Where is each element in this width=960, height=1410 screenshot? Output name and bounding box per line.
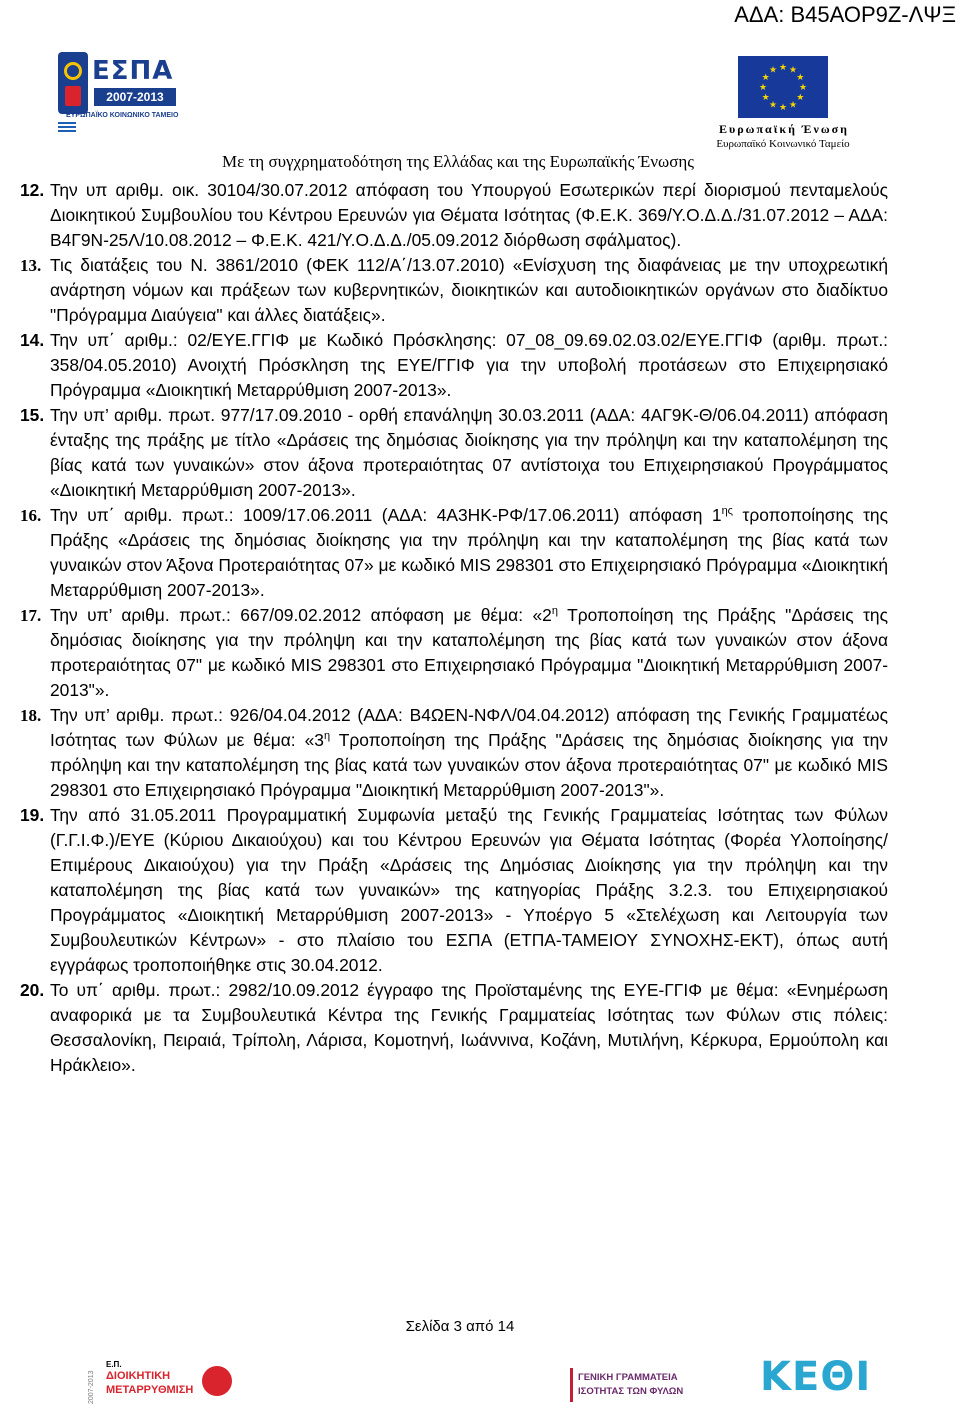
item-text: Την από 31.05.2011 Προγραμματική Συμφωνία μεταξύ της Γενικής Γραμματείας Ισότητας των Φύλων (Γ.Γ.Ι.Φ.)/ΕΥΕ (Κύριου Δικαιούχου) και του Κέντρου Ερευνών για Θέματα Ισότητας (Φορέα Υλοποίησης/Επιμέρους Δικαιούχου) για την Πράξη «Δράσεις της Δημόσιας Διοίκησης για την πρόληψη και την καταπολέμηση της βίας κατά των γυναικών» της κατηγορίας Πράξης 3.2.3. του Επιχειρησιακού Προγράμματος «Διοικητική Μεταρρύθμιση 2007-2013» - Υποέργο 5 «Στελέχωση και Λειτουργία των Συμβουλευτικών Κέντρων» - στο πλαίσιο του ΕΣΠΑ (ΕΤΠΑ-ΤΑΜΕΙΟΥ ΣΥΝΟΧΗΣ-ΕΚΤ), όπως αυτή εγγράφως τροποποιήθηκε στις 30.04.2012. (50, 805, 888, 975)
eu-star-icon: ★ (796, 92, 805, 102)
item-number: 17. (20, 606, 42, 625)
item-text: Την υπ’ αριθμ. πρωτ. 977/17.09.2010 - ορθή επανάληψη 30.03.2011 (ΑΔΑ: 4ΑΓ9Κ-Θ/06.04.2011) απόφαση ένταξης της πράξης με τίτλο «Δράσεις της δημόσιας διοίκησης για την πρόληψη και την καταπολέμηση της βίας κατά των γυναικών» στον άξονα προτεραιότητας 07 αντίστοιχα του Επιχειρησιακού Προγράμματος «Διοικητική Μεταρρύθμιση 2007-2013». (50, 405, 888, 500)
item-number: 20. (20, 980, 45, 1000)
eu-star-icon: ★ (761, 92, 770, 102)
eu-logo-title: Ευρωπαϊκή Ένωση (719, 122, 849, 136)
ep-logo-years: 2007-2013 (88, 1370, 95, 1404)
item-number: 12. (20, 180, 45, 200)
item-number: 16. (20, 506, 42, 525)
eu-star-icon: ★ (768, 64, 778, 75)
eu-star-icon: ★ (778, 102, 788, 112)
greek-flag-icon (58, 122, 76, 132)
item-text: Την υπ αριθμ. οικ. 30104/30.07.2012 απόφαση του Υπουργού Εσωτερικών περί διορισμού πενταμελούς Διοικητικού Συμβουλίου του Κέντρου Ερευνών για Θέματα Ισότητας (Φ.Ε.Κ. 369/Υ.Ο.Δ.Δ./31.07.2012 – ΑΔΑ: Β4Γ9Ν-25Λ/10.08.2012 – Φ.Ε.Κ. 421/Υ.Ο.Δ.Δ./05.09.2012 διόρθωση σφάλματος). (50, 180, 888, 250)
eu-star-icon: ★ (768, 99, 778, 110)
gg-logo (570, 1368, 715, 1404)
list-item (20, 978, 888, 1078)
item-text: Τις διατάξεις του Ν. 3861/2010 (ΦΕΚ 112/Α΄/13.07.2010) «Ενίσχυση της διαφάνειας με την υποχρεωτική ανάρτηση νόμων και πράξεων των κυβερνητικών, διοικητικών και αυτοδιοικητικών οργάνων στο διαδίκτυο "Πρόγραμμα Διαύγεια" και άλλες διατάξεις». (50, 255, 888, 325)
ep-logo-small: Ε.Π. (106, 1360, 122, 1369)
ep-logo-line1: ΔΙΟΙΚΗΤΙΚΗ (106, 1370, 171, 1382)
eu-star-icon: ★ (788, 64, 798, 75)
list-item (20, 328, 888, 403)
espa-logo (58, 52, 180, 132)
item-text: Την υπ’ αριθμ. πρωτ.: 667/09.02.2012 απόφαση με θέμα: «$2^\eta$ Τροποποίηση της Πράξης "Δράσεις της δημόσιας διοίκησης για την πρόληψη και την καταπολέμηση της βίας κατά των γυναικών στον άξονα προτεραιότητας 07" με κωδικό MIS 298301 στο Επιχειρησιακό Πρόγραμμα "Διοικητική Μεταρρύθμιση 2007-2013"». (50, 605, 888, 700)
eu-star-icon: ★ (778, 62, 788, 72)
gg-logo-line2: ΙΣΟΤΗΤΑΣ ΤΩΝ ΦΥΛΩΝ (578, 1386, 684, 1397)
list-item (20, 253, 888, 328)
cofunding-note: Με τη συγχρηματοδότηση της Ελλάδας και της Ευρωπαϊκής Ένωσης (221, 152, 695, 171)
superscript: η (323, 730, 331, 743)
superscript: ης (721, 505, 733, 518)
espa-logo-fund: ΕΥΡΩΠΑΪΚΟ ΚΟΙΝΩΝΙΚΟ ΤΑΜΕΙΟ (66, 112, 179, 119)
ep-logo-line2: ΜΕΤΑΡΡΥΘΜΙΣΗ (106, 1384, 194, 1396)
gg-bar-icon (570, 1368, 573, 1402)
eu-star-icon: ★ (788, 99, 798, 110)
eu-logo-fund: Ευρωπαϊκό Κοινωνικό Ταμείο (716, 138, 850, 150)
item-number: 15. (20, 405, 45, 425)
item-text: Την υπ’ αριθμ. πρωτ.: 926/04.04.2012 (ΑΔΑ: Β4ΩΕΝ-ΝΦΛ/04.04.2012) απόφαση της Γενικής Γραμματέως Ισότητας των Φύλων με θέμα: «$3^\eta$ Τροποποίηση της Πράξης "Δράσεις της δημόσιας διοίκησης για την πρόληψη και την καταπολέμηση της βίας κατά των γυναικών στον άξονα προτεραιότητας 07" με κωδικό MIS 298301 στο Επιχειρησιακό Πρόγραμμα "Διοικητική Μεταρρύθμιση 2007-2013"». (50, 705, 888, 800)
list-item (20, 803, 888, 978)
superscript: η (551, 605, 558, 618)
item-number: 19. (20, 805, 45, 825)
ep-mark-icon (202, 1366, 232, 1396)
document-body (20, 178, 888, 1078)
item-number: 14. (20, 330, 45, 350)
ada-identifier: ΑΔΑ: Β45ΑΟΡ9Ζ-ΛΨΞ (734, 2, 956, 27)
keo-logo (760, 1354, 920, 1404)
list-item (20, 703, 888, 803)
list-item (20, 503, 888, 603)
ep-logo (88, 1360, 238, 1404)
item-text: Την υπ΄ αριθμ.: 02/ΕΥΕ.ΓΓΙΦ με Κωδικό Πρόσκλησης: 07_08_09.69.02.03.02/ΕΥΕ.ΓΓΙΦ (αριθμ. πρωτ.: 358/04.05.2010) Ανοιχτή Πρόσκληση της ΕΥΕ/ΓΓΙΦ για την υποβολή προτάσεων στο Επιχειρησιακό Πρόγραμμα «Διοικητική Μεταρρύθμιση 2007-2013». (50, 330, 888, 400)
espa-logo-years: 2007-2013 (94, 88, 176, 106)
list-item (20, 403, 888, 503)
keo-logo-word: ΚΕΘΙ (760, 1354, 872, 1400)
item-text: Την υπ΄ αριθμ. πρωτ.: 1009/17.06.2011 (ΑΔΑ: 4Α3ΗΚ-ΡΦ/17.06.2011) απόφαση $1^{\eta\varsigma}$ τροποποίησης της Πράξης «Δράσεις της δημόσιας διοίκησης για την πρόληψη και την καταπολέμηση της βίας κατά των γυναικών στον Άξονα Προτεραιότητας 07» με κωδικό MIS 298301 στο Επιχειρησιακό Πρόγραμμα «Διοικητική Μεταρρύθμιση 2007-2013». (50, 505, 888, 600)
list-item (20, 178, 888, 253)
eu-star-icon: ★ (758, 82, 768, 92)
espa-logo-word: ΕΣΠΑ (92, 56, 174, 86)
list-item (20, 603, 888, 703)
item-number: 18. (20, 706, 42, 725)
eu-flag-icon (738, 56, 828, 118)
eu-star-icon: ★ (761, 72, 770, 82)
item-number: 13. (20, 256, 42, 275)
eu-star-icon: ★ (796, 72, 805, 82)
gg-logo-line1: ΓΕΝΙΚΗ ΓΡΑΜΜΑΤΕΙΑ (578, 1372, 678, 1383)
page-number: Σελίδα 3 από 14 (405, 1318, 515, 1335)
item-text: Το υπ΄ αριθμ. πρωτ.: 2982/10.09.2012 έγγραφο της Προϊσταμένης της ΕΥΕ-ΓΓΙΦ με θέμα: «Ενημέρωση αναφορικά με τα Συμβουλευτικά Κέντρα της Γενικής Γραμματείας Ισότητας των Φύλων στις πόλεις: Θεσσαλονίκη, Πειραιά, Τρίπολη, Λάρισα, Κομοτηνή, Ιωάννινα, Κοζάνη, Μυτιλήνη, Κέρκυρα, Ερμούπολη και Ηράκλειο». (50, 980, 888, 1075)
espa-badge-icon (58, 52, 88, 114)
eu-star-icon: ★ (798, 82, 808, 92)
